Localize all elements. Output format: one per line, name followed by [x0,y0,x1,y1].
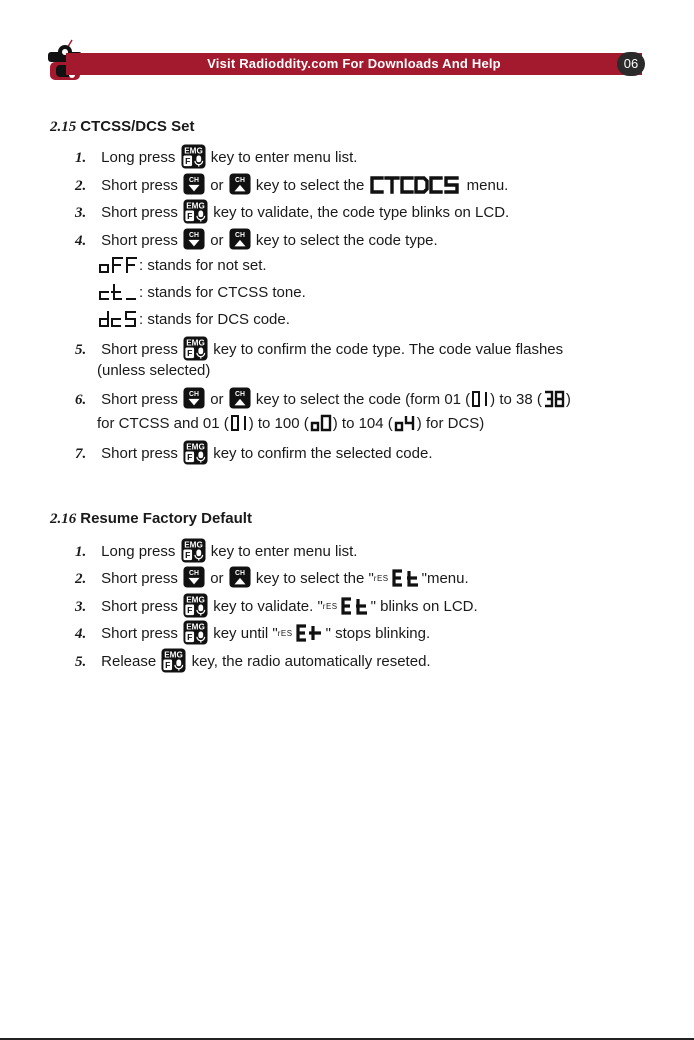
step-text: key to enter menu list. [210,149,358,166]
step-text: " blinks on LCD. [370,598,478,615]
step-text: key to select the code type. [255,232,438,249]
step-text: or [210,570,224,587]
step-text: key to validate, the code type blinks on LCD. [213,204,510,221]
step-2-15-4 [75,229,438,253]
lcd-reset-glyph [295,623,325,643]
ch-down-key-icon [183,387,205,409]
step-text: Release [101,653,157,670]
section-number: 2.16 [50,511,77,527]
step-text: ) to 104 ( [332,415,393,432]
step-2-16-5 [75,650,431,674]
step-number: 4. [75,626,87,642]
page-number-badge: 06 [617,52,645,76]
step-2-15-2 [75,174,508,198]
step-2-15-3 [75,201,509,225]
step-text: Long press [101,149,176,166]
emg-key-icon [181,538,206,563]
step-2-15-6 [75,388,571,412]
code-type-desc: : stands for DCS code. [139,311,290,328]
lcd-100-glyph [310,414,332,432]
step-text: key to confirm the code type. The code value flashes [213,341,564,358]
step-number: 1. [75,544,87,560]
code-type-off [97,254,267,278]
step-text: " stops blinking. [325,625,431,642]
step-text: key to validate. " [213,598,323,615]
lcd-small-text: rES [322,602,338,611]
step-text: key to select the code (form 01 ( [255,391,471,408]
step-text: "menu. [421,570,469,587]
step-text: ) to 38 ( [490,391,542,408]
emg-key-icon [183,593,208,618]
lcd-dcs-glyph [98,310,138,328]
step-text: key to confirm the selected code. [213,445,433,462]
section-title-2-16 [50,510,252,528]
step-text: Short press [101,341,178,358]
step-text: or [210,391,224,408]
ch-up-key-icon [229,228,251,250]
step-text: Short press [101,625,178,642]
lcd-01-glyph [230,414,248,432]
header-text: Visit Radioddity.com For Downloads And Help [207,56,501,71]
step-number: 3. [75,205,87,221]
step-2-15-7 [75,442,433,466]
step-text: Short press [101,391,178,408]
step-text: ) [565,391,571,408]
lcd-104-glyph [394,414,416,432]
step-text: for CTCSS and 01 ( [97,415,229,432]
step-text: or [210,232,224,249]
step-number: 1. [75,150,87,166]
section-number: 2.15 [50,119,77,135]
lcd-38-glyph [543,390,565,408]
section-title-text: Resume Factory Default [80,510,252,527]
lcd-ctcdcs-glyph [369,175,461,195]
ch-down-key-icon [183,228,205,250]
step-2-15-6-cont [97,412,484,436]
lcd-text: CTCDCS [369,174,374,176]
emg-key-icon [161,648,186,673]
step-text: Long press [101,543,176,560]
emg-key-icon [183,336,208,361]
step-text: Short press [101,232,178,249]
step-text: ) for DCS) [416,415,485,432]
emg-key-icon [183,620,208,645]
step-2-16-3 [75,595,478,619]
step-2-15-1 [75,146,357,170]
step-number: 2. [75,178,87,194]
step-number: 6. [75,392,87,408]
step-number: 7. [75,446,87,462]
step-text: Short press [101,177,178,194]
section-title-text: CTCSS/DCS Set [80,118,195,135]
step-text: ) to 100 ( [248,415,309,432]
step-text: Short press [101,598,178,615]
step-text: key, the radio automatically reseted. [191,653,431,670]
step-text: menu. [466,177,509,194]
step-text: key to select the [255,177,365,194]
code-type-ct [97,281,306,305]
step-2-16-4 [75,622,430,646]
code-type-desc: : stands for CTCSS tone. [139,284,306,301]
lcd-small-text: rES [277,629,293,638]
emg-key-icon [183,199,208,224]
emg-key-icon [181,144,206,169]
section-title-2-15 [50,118,194,136]
lcd-01-glyph [471,390,489,408]
step-number: 5. [75,342,87,358]
ch-up-key-icon [229,387,251,409]
lcd-small-text: rES [373,574,389,583]
step-2-16-1 [75,540,357,564]
step-text: Short press [101,204,178,221]
step-text: key until " [213,625,278,642]
emg-key-icon [183,440,208,465]
step-text: key to select the " [255,570,374,587]
step-text: Short press [101,570,178,587]
lcd-off-glyph [98,256,138,274]
step-2-16-2 [75,567,469,591]
step-text: or [210,177,224,194]
header-bar [66,53,642,75]
code-type-dcs [97,308,290,332]
step-number: 5. [75,654,87,670]
lcd-reset-glyph [391,568,421,588]
step-number: 3. [75,599,87,615]
step-number: 2. [75,571,87,587]
step-text: key to enter menu list. [210,543,358,560]
ch-down-key-icon [183,566,205,588]
ch-up-key-icon [229,173,251,195]
code-type-desc: : stands for not set. [139,257,267,274]
lcd-ct-glyph [98,283,138,301]
ch-up-key-icon [229,566,251,588]
lcd-reset-glyph [340,596,370,616]
step-2-15-5-cont: (unless selected) [97,362,211,379]
ch-down-key-icon [183,173,205,195]
step-text: Short press [101,445,178,462]
step-number: 4. [75,233,87,249]
